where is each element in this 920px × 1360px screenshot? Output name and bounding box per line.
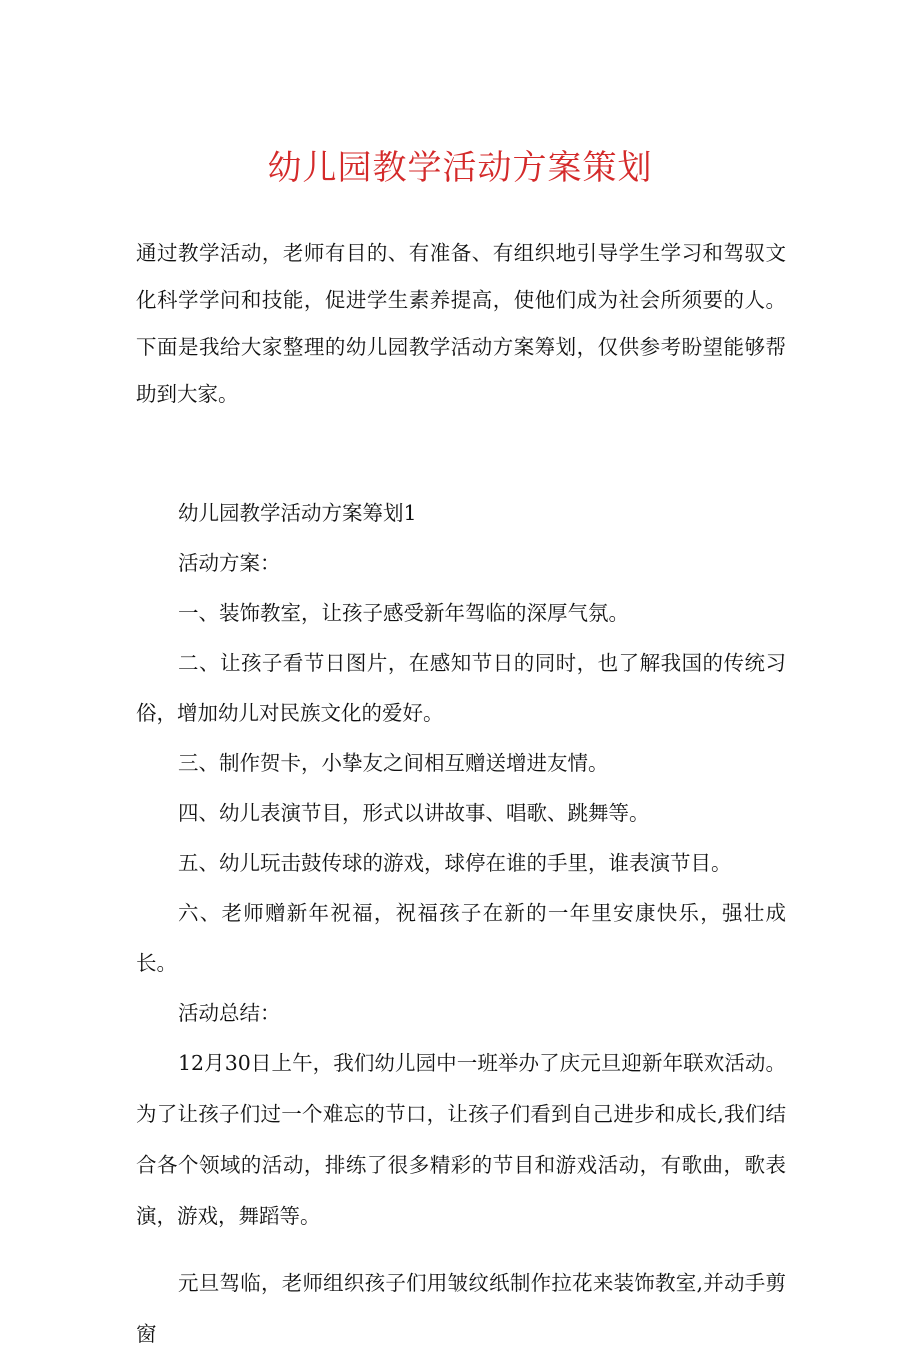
plan-item: 三、制作贺卡，小挚友之间相互赠送增进友情。 xyxy=(178,751,609,775)
summary-paragraph: 元旦驾临，老师组织孩子们用皱纹纸制作拉花来装饰教室,并动手剪窗 xyxy=(136,1271,786,1346)
document-body xyxy=(136,230,786,1360)
summary-label: 活动总结： xyxy=(178,1001,281,1025)
plan-label: 活动方案： xyxy=(178,551,281,575)
plan-item: 五、幼儿玩击鼓传球的游戏，球停在谁的手里，谁表演节目。 xyxy=(178,851,732,875)
summary-paragraph: 12月30日上午，我们幼儿园中一班举办了庆元旦迎新年联欢活动。为了让孩子们过一个难忘的节口，让孩子们看到自己进步和成长,我们结合各个领域的活动，排练了很多精彩的节目和游戏活动，有歌曲，歌表演，游戏，舞蹈等。 xyxy=(136,1051,786,1228)
section-heading: 幼儿园教学活动方案筹划1 xyxy=(178,501,417,525)
plan-item: 四、幼儿表演节目，形式以讲故事、唱歌、跳舞等。 xyxy=(178,801,650,825)
intro-paragraph: 通过教学活动，老师有目的、有准备、有组织地引导学生学习和驾驭文化科学学问和技能，促进学生素养提高，使他们成为社会所须要的人。下面是我给大家整理的幼儿园教学活动方案筹划，仅供参考盼望能够帮助到大家。 xyxy=(136,241,786,406)
plan-item: 二、让孩子看节日图片，在感知节日的同时，也了解我国的传统习俗，增加幼儿对民族文化的爱好。 xyxy=(136,651,786,725)
document-title: 幼儿园教学活动方案策划 xyxy=(267,148,653,188)
plan-item: 一、装饰教室，让孩子感受新年驾临的深厚气氛。 xyxy=(178,601,629,625)
plan-item: 六、老师赠新年祝福，祝福孩子在新的一年里安康快乐，强壮成长。 xyxy=(136,901,786,975)
